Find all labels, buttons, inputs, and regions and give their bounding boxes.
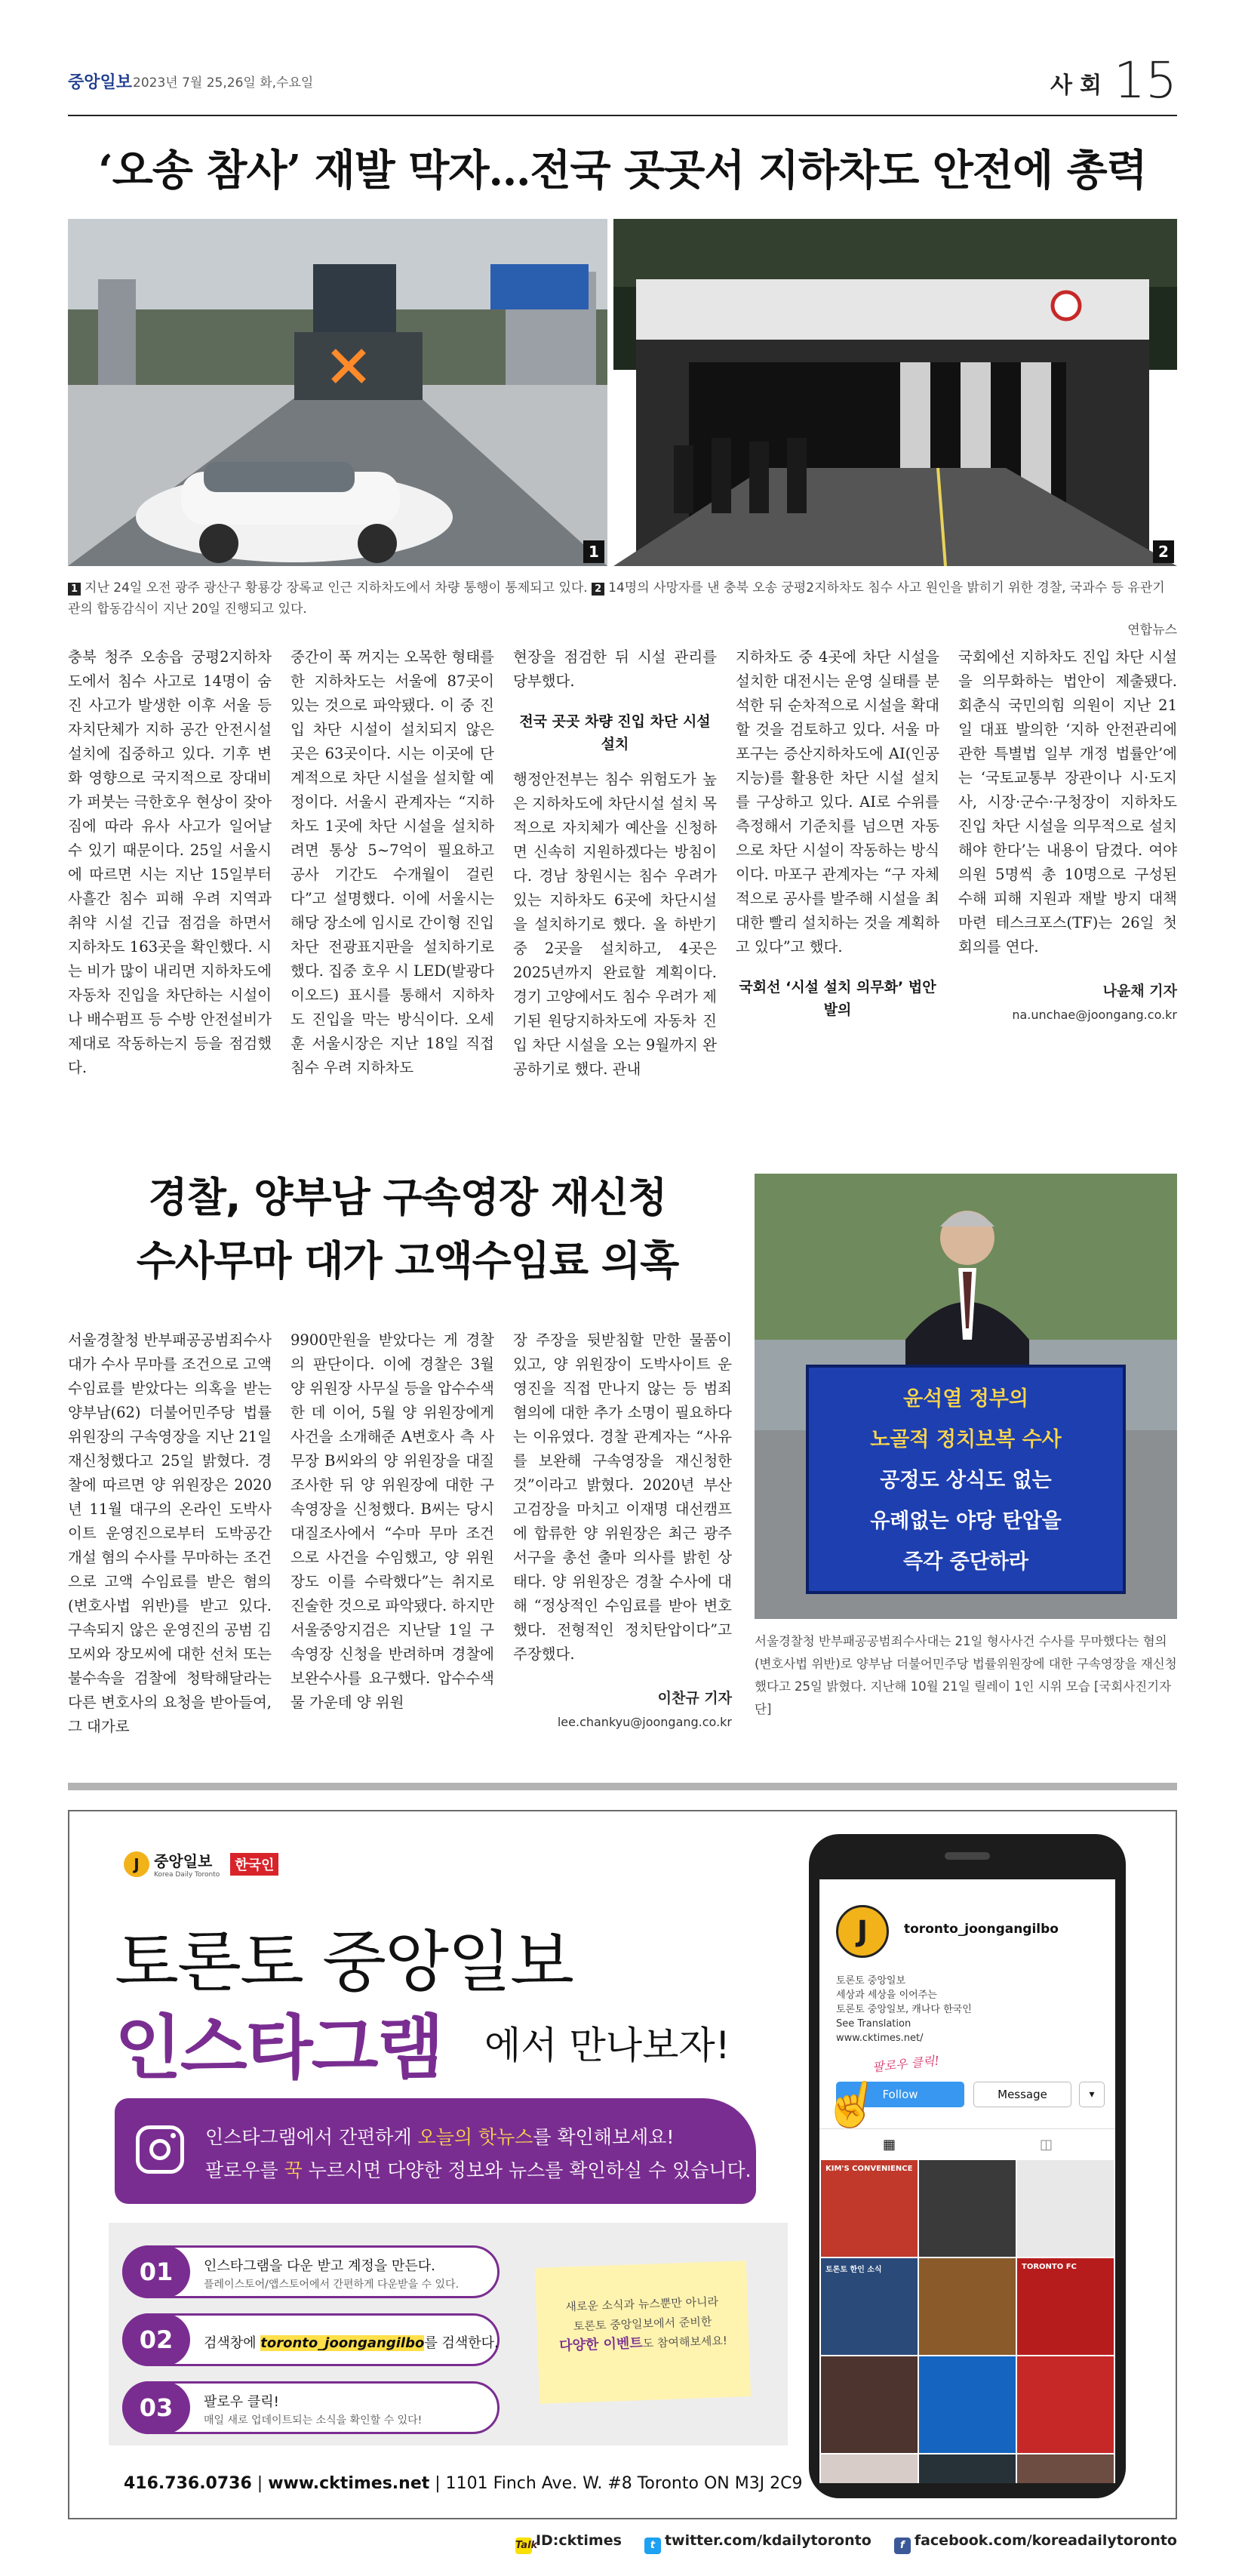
ad-address: 1101 Finch Ave. W. #8 Toronto ON M3J 2C9 (445, 2474, 803, 2493)
ad-website: www.cktimes.net (268, 2474, 430, 2493)
caption-marker-1: 1 (68, 583, 81, 596)
bio-line-1: 토론토 중앙일보 (836, 1975, 906, 1987)
profile-scribble: 팔로우 클릭! (872, 2053, 940, 2075)
sign-line-5: 즉각 중단하라 (903, 1550, 1028, 1574)
kakao-link[interactable] (515, 2532, 622, 2549)
ad-logo-sub: Korea Daily Toronto (154, 1871, 220, 1879)
instagram-advertisement (68, 1810, 1177, 2519)
step-3-number: 03 (122, 2381, 190, 2434)
article1-photo-caption (68, 577, 1177, 641)
tile-caption-6: TORONTO FC (1022, 2263, 1077, 2271)
page-number: 15 (1114, 51, 1177, 109)
article2-headline-line-2: 수사무마 대가 고액수임료 의혹 (136, 1237, 679, 1285)
post-tile (1017, 2160, 1114, 2257)
section-name: 사회 (1050, 72, 1109, 99)
step-1-number: 01 (122, 2245, 190, 2298)
ad-purple-banner (115, 2098, 756, 2204)
ad-title-line-2: 인스타그램 (115, 2008, 443, 2088)
article1-subhead-2: 국회선 ‘시설 설치 의무화’ 법안 발의 (739, 979, 936, 1018)
banner1-post: 를 확인해보세요! (533, 2126, 675, 2148)
twitter-link[interactable] (644, 2532, 872, 2549)
post-tile (821, 2258, 918, 2355)
article2-byline: 이찬규 기자 (657, 1690, 732, 1707)
bio-line-2: 세상과 세상을 이어주는 (836, 1990, 937, 2001)
instagram-icon (136, 2125, 184, 2174)
profile-avatar: J (836, 1905, 889, 1958)
issue-date: 2023년 7월 25,26일 화,수요일 (133, 75, 314, 91)
article2-headline (68, 1166, 747, 1293)
masthead (68, 51, 1177, 113)
kakao-id: ID:cktimes (535, 2532, 622, 2549)
step-2-pre: 검색창에 (204, 2335, 261, 2351)
article1-column-2 (290, 645, 494, 1080)
post-tile (1017, 2454, 1114, 2483)
phone-mockup (809, 1834, 1126, 2498)
article2-photo-caption: 서울경찰청 반부패공공범죄수사대는 21일 형사사건 수사를 무마했다는 혐의(변호사법 위반)로 양부남 더불어민주당 법률위원장에 대한 구속영장을 재신청했다고 25일 밝혔다. 지난해 10월 21일 릴레이 1인 시위 모습 [국회사진기자단] (755, 1634, 1177, 1716)
step-2-text (204, 2332, 499, 2352)
chevron-down-icon: ▾ (1079, 2082, 1105, 2107)
caption-credit: 연합뉴스 (1127, 623, 1177, 638)
article2-email: lee.chankyu@joongang.co.kr (557, 1715, 732, 1729)
ad-banner-line-1 (205, 2122, 674, 2150)
grid-icon: ▦ (883, 2137, 896, 2153)
ad-title-tail: 에서 만나보자! (484, 2024, 730, 2067)
sign-line-3: 공정도 상식도 없는 (880, 1469, 1052, 1492)
phone-speaker (945, 1852, 990, 1860)
instagram-profile-screen (819, 1879, 1115, 2483)
facebook-url: facebook.com/koreadailytoronto (914, 2532, 1177, 2549)
article1-byline: 나윤채 기자 (1102, 983, 1177, 999)
post-tile (1017, 2258, 1114, 2355)
article2-headline-line-1: 경찰, 양부남 구속영장 재신청 (148, 1174, 667, 1221)
post-tile (821, 2454, 918, 2483)
post-tile (1017, 2356, 1114, 2453)
ad-logos (124, 1849, 278, 1879)
ad-partner-logo: 한국인 (230, 1853, 278, 1876)
step-1-subtext: 플레이스토어/앱스토어에서 간편하게 다운받을 수 있다. (204, 2279, 460, 2291)
step-3-subtext: 매일 새로 업데이트되는 소식을 확인할 수 있다! (204, 2414, 423, 2427)
ad-separator (68, 1783, 1177, 1790)
protest-sign-text (807, 1379, 1124, 1583)
article1-subhead-1: 전국 곳곳 차량 진입 차단 시설 설치 (519, 713, 711, 752)
caption-text-2: 14명의 사망자를 낸 충북 오송 궁평2지하차도 침수 사고 원인을 밝히기 위한 경찰, 국과수 등 유관기관의 합동감식이 지난 20일 진행되고 있다. (68, 580, 1165, 617)
post-tile (821, 2356, 918, 2453)
ad-sticky-note (535, 2261, 751, 2404)
post-tile (919, 2356, 1016, 2453)
tagged-icon: ◫ (1040, 2137, 1053, 2153)
step-2-number: 02 (122, 2313, 190, 2366)
article2-col2-text: 9900만원을 받았다는 게 경찰의 판단이다. 이에 경찰은 3월 양 위원장 사무실 등을 압수수색한 데 이어, 5월 양 위원장에게 사건을 소개해준 A변호사 측 사무장 B씨와의 양 위원장을 대질조사한 뒤 양 위원장에 대한 구속영장을 신청했다. B씨는 당시 대질조사에서 “수마 무마 조건으로 사건을 수임했고, 양 위원장도 이를 수락했다”는 취지로 진술한 것으로 파악됐다. 하지만 서울중앙지검은 지난달 1일 구속영장 신청을 반려하며 경찰에 보완수사를 요구했다. 압수수색물 가운데 양 위원 (290, 1331, 494, 1711)
article2-column-2 (290, 1328, 494, 1715)
message-button: Message (973, 2082, 1071, 2107)
post-tile (821, 2160, 918, 2257)
step-3-text: 팔로우 클릭! (204, 2394, 279, 2410)
profile-handle: toronto_joongangilbo (904, 1922, 1059, 1937)
footer-social-links (68, 2532, 1177, 2554)
banner2-post: 누르시면 다양한 정보와 뉴스를 확인하실 수 있습니다. (302, 2159, 752, 2181)
caption-marker-2: 2 (592, 583, 604, 596)
caption-text-1: 지난 24일 오전 광주 광산구 황룡강 장록교 인근 지하차도에서 차량 통행이 통제되고 있다. (85, 580, 588, 596)
article1-column-5 (958, 645, 1177, 1027)
article1-column-1 (68, 645, 272, 1080)
article1-col4-text: 지하차도 중 4곳에 차단 시설을 설치한 대전시는 운영 실태를 분석한 뒤 순차적으로 시설을 확대할 것을 검토하고 있다. 서울 마포구는 증산지하차도에 AI(인공지능)를 활용한 차단 시설 설치를 구상하고 있다. AI로 수위를 측정해서 기준치를 넘으면 자동으로 차단 시설이 작동하는 방식이다. 마포구 관계자는 “구 자체적으로 공사를 발주해 시설을 최대한 빨리 설치하는 것을 계획하고 있다”고 했다. (736, 648, 939, 956)
sign-line-1: 윤석열 정부의 (903, 1387, 1028, 1411)
bio-line-4: See Translation (836, 2018, 911, 2030)
pointing-hand-icon: ☝ (819, 2073, 885, 2135)
ad-step-3 (122, 2381, 500, 2434)
j-logo-icon: J (124, 1851, 149, 1877)
facebook-icon: f (894, 2538, 911, 2554)
step-1-text: 인스타그램을 다운 받고 계정을 만든다. (204, 2258, 435, 2274)
ad-title-line-1: 토론토 중앙일보 (115, 1923, 573, 2001)
note-tail: 도 참여해보세요! (642, 2334, 728, 2351)
article2-column-3 (513, 1328, 732, 1734)
sign-line-2: 노골적 정치보복 수사 (870, 1428, 1062, 1451)
ad-phone: 416.736.0736 (124, 2474, 252, 2493)
bio-line-5: www.cktimes.net/ (836, 2033, 924, 2044)
post-tile (919, 2160, 1016, 2257)
tile-caption-4: 토론토 한인 소식 (825, 2266, 882, 2274)
sign-line-4: 유례없는 야당 탄압을 (870, 1510, 1062, 1533)
article2-col1-text: 서울경찰청 반부패공공범죄수사대가 수사 무마를 조건으로 고액 수임료를 받았다는 의혹을 받는 양부남(62) 더불어민주당 법률위원장의 구속영장을 지난 21일 재신청했다고 25일 밝혔다. 경찰에 따르면 양 위원장은 2020년 11월 대구의 온라인 도박사이트 운영진으로부터 도박공간개설 혐의 수사를 무마하는 조건으로 고액 수임료를 받은 혐의(변호사법 위반)를 받고 있다. 구속되지 않은 운영진의 공범 김모씨와 장모씨에 대한 선처 또는 불수속을 검찰에 청탁해달라는 다른 변호사의 요청을 받아들여, 그 대가로 (68, 1331, 272, 1735)
article1-col5-text: 국회에선 지하차도 진입 차단 시설을 의무화하는 법안이 제출됐다. 회춘식 국민의힘 의원이 지난 21일 대표 발의한 ‘지하 안전관리에 관한 특별법 일부 개정 법률안’에는 ‘국토교통부 장관이나 시·도지사, 시장·군수·구청장이 지하차도 진입 차단 시설을 의무적으로 설치해야 한다’는 내용이 담겼다. 여야 의원 5명씩 총 10명으로 구성된 수해 피해 지원과 재발 방지 대책 마련 테스크포스(TF)는 26일 첫 회의를 연다. (958, 648, 1177, 956)
kakao-icon: Talk (515, 2538, 532, 2554)
follow-button: Follow (836, 2082, 964, 2107)
photo-1-number: 1 (583, 540, 604, 563)
twitter-icon: t (644, 2538, 661, 2554)
article1-col2-text: 중간이 푹 꺼지는 오목한 형태를 한 지하차도는 서울에 87곳이 있는 것으로 파악됐다. 이 중 진입 차단 시설이 설치되지 않은 곳은 63곳이다. 시는 이곳에 단계적으로 차단 시설을 설치할 예정이다. 서울시 관계자는 “지하차도 1곳에 차단 시설을 설치하려면 통상 5~7억이 필요하고 공사 기간도 수개월이 걸린다”고 설명했다. 이에 서울시는 해당 장소에 임시로 간이형 진입차단 전광표지판을 설치하기로 했다. 집중 호우 시 LED(발광다이오드) 표시를 통해서 지하차도 진입을 막는 방식이다. 오세훈 서울시장은 지난 18일 직접 침수 우려 지하차도 (290, 648, 494, 1076)
article1-column-3 (513, 645, 717, 1082)
article1-photo-1 (68, 219, 607, 566)
note-line-2: 토론토 중앙일보에서 준비한 (573, 2314, 712, 2334)
step-2-handle: toronto_joongangilbo (260, 2335, 425, 2351)
article1-col3-top: 현장을 점검한 뒤 시설 관리를 당부했다. (513, 648, 717, 690)
ad-logo-text (154, 1849, 220, 1879)
post-tile (919, 2258, 1016, 2355)
step-2-post: 를 검색한다. (424, 2335, 499, 2351)
article2-col3-text: 장 주장을 뒷받침할 만한 물품이 있고, 양 위원장이 도박사이트 운영진을 직접 만나지 않는 등 범죄 혐의에 대한 추가 소명이 필요하다는 이유였다. 경찰 관계자는 “사유를 보완해 구속영장을 재신청한 것”이라고 밝혔다. 2020년 부산고검장을 마치고 이재명 대선캠프에 합류한 양 위원장은 최근 광주 서구을 총선 출마 의사를 밝힌 상태다. 양 위원장은 경찰 수사에 대해 “정상적인 수임료를 받아 변호했다. 전형적인 정치탄압이다”고 주장했다. (513, 1331, 732, 1663)
ad-banner-line-2 (205, 2156, 752, 2183)
tile-caption-1: KIM'S CONVENIENCE (825, 2165, 913, 2173)
banner2-highlight: 꾹 (284, 2159, 303, 2181)
post-tile (919, 2454, 1016, 2483)
banner1-pre: 인스타그램에서 간편하게 (205, 2126, 418, 2148)
ad-contact-line: 416.736.0736 | www.cktimes.net | 1101 Finch Ave. W. #8 Toronto ON M3J 2C9 (124, 2474, 803, 2493)
article2-protest-photo (755, 1174, 1177, 1619)
note-highlight: 다양한 이벤트 (558, 2335, 644, 2354)
article1-headline: ‘오송 참사’ 재발 막자…전국 곳곳서 지하차도 안전에 총력 (98, 146, 1147, 195)
ad-logo-name: 중앙일보 (154, 1852, 213, 1870)
article2-column-1 (68, 1328, 272, 1739)
newspaper-logo: 중앙일보 (68, 73, 133, 92)
article1-col3-bottom: 행정안전부는 침수 위험도가 높은 지하차도에 차단시설 설치 목적으로 자치체가 예산을 신청하면 신속히 지원하겠다는 방침이다. 경남 창원시는 침수 우려가 있는 지하차도 6곳에 차단시설을 설치하기로 했다. 올 하반기 중 2곳을 설치하고, 4곳은 2025년까지 완료할 계획이다. 경기 고양에서도 침수 우려가 제기된 원당지하차도에 자동차 진입 차단 시설을 오는 9월까지 완공하기로 했다. 관내 (513, 771, 717, 1078)
ad-step-2 (122, 2313, 500, 2366)
article1-email: na.unchae@joongang.co.kr (1012, 1008, 1177, 1022)
banner1-highlight: 오늘의 핫뉴스 (417, 2126, 533, 2148)
note-line-1: 새로운 소식과 뉴스뿐만 아니라 (565, 2294, 719, 2314)
article1-col1-text: 충북 청주 오송읍 궁평2지하차도에서 침수 사고로 14명이 숨진 사고가 발생한 이후 서울 등 자치단체가 지하 공간 안전시설 설치에 집중하고 있다. 기후 변화 영향으로 국지적으로 장대비가 퍼붓는 극한호우 현상이 잦아짐에 따라 유사 사고가 일어날 수 있기 때문이다. 25일 서울시에 따르면 시는 지난 15일부터 사흘간 침수 피해 우려 지역과 취약 시설 긴급 점검을 하면서 지하차도 163곳을 확인했다. 시는 비가 많이 내리면 지하차도에 자동차 진입을 차단하는 시설이나 배수펌프 등 수방 안전설비가 제대로 작동하는지 등을 점검했다. (68, 648, 272, 1076)
banner2-pre: 팔로우를 (205, 2159, 284, 2181)
profile-bio (836, 1974, 972, 2045)
article1-photo-2 (613, 219, 1177, 566)
twitter-url: twitter.com/kdailytoronto (664, 2532, 872, 2549)
facebook-link[interactable] (894, 2532, 1177, 2549)
photo-2-number: 2 (1153, 540, 1174, 563)
masthead-divider (68, 115, 1177, 116)
bio-line-3: 토론토 중앙일보, 캐나다 한국인 (836, 2004, 972, 2015)
profile-post-grid (821, 2160, 1114, 2483)
ad-step-1 (122, 2245, 500, 2298)
article1-column-4 (736, 645, 939, 1033)
